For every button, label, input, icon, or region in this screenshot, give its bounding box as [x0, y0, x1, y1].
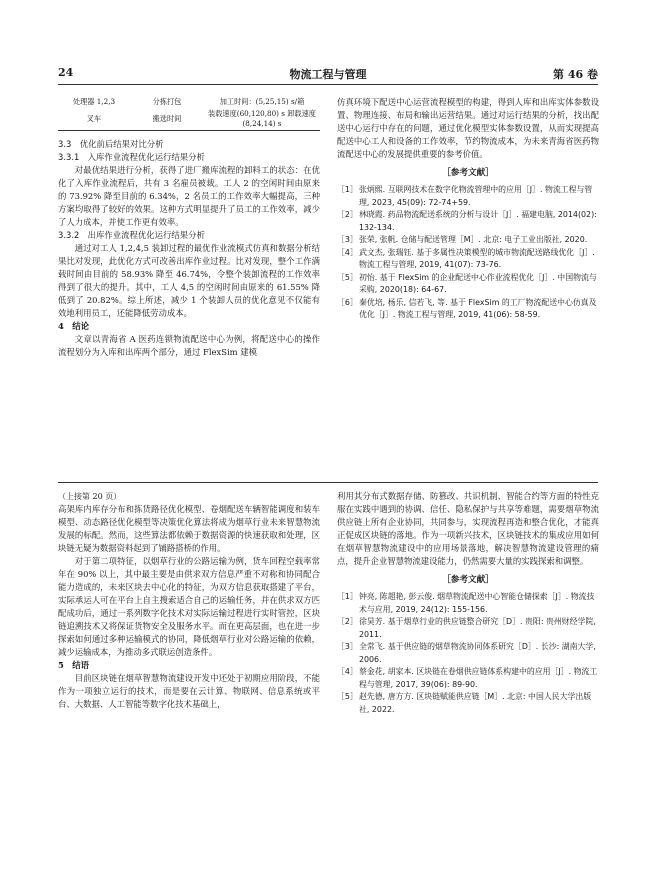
- reference-number: ［5］: [337, 272, 358, 282]
- reference-text: 钟亮, 陈超艳, 彭云俊. 烟草物流配送中心智能仓储探索［J］. 物流技术与应用, 2019, 24(12): 155-156.: [359, 592, 595, 614]
- section-heading-5: 5 结语: [58, 660, 89, 670]
- reference-text: 赵先德, 唐方方. 区块链赋能供应链［M］. 北京: 中国人民大学出版社, 2022.: [359, 692, 592, 714]
- table-cell: 分拣打包: [152, 97, 182, 106]
- section-heading-4: 4 结论: [58, 321, 89, 331]
- paragraph: 仿真环境下配送中心运营流程模型的构建，得到人库和出库实体参数设置、物理连接、布局和输出运营结果。通过对运行结果的分析，找出配送中心运行中存在的问题，通过优化模型实体参数设置，从而实现提高配送中心工人和设备的工作效率，节约物流成本，为未来青海省医药物流配送中心的发展提供重要的参考价值。: [337, 97, 599, 159]
- reference-item: [337, 247, 599, 272]
- reference-text: 张荣, 张帆. 仓储与配送管理［M］. 北京: 电子工业出版社, 2020.: [359, 235, 588, 244]
- references-title: ［参考文献］: [442, 168, 494, 178]
- reference-text: 全常飞. 基于供应链的烟草物流协同体系研究［D］. 长沙: 湖南大学, 2006.: [359, 642, 596, 664]
- top-right-column: [337, 96, 599, 322]
- paragraph: 高架库内库存分布和拣货路径优化模型、卷烟配送车辆智能调度和装车模型、动态路径优化模型等决策优化算法将成为烟草行业未来智慧物流发展的标配。然而，这些算法都依赖于数据资源的快速获取和处理，区块链无疑为数据资料起到了铺路搭桥的作用。: [58, 504, 320, 553]
- reference-number: ［3］: [337, 642, 358, 651]
- table-cell: 装载速度(60,120,80) s 卸载速度(8,24,14) s: [204, 108, 320, 131]
- reference-number: ［1］: [337, 185, 358, 194]
- reference-item: [337, 666, 599, 691]
- table-row: [58, 96, 320, 108]
- table-cell: 处理器 1,2,3: [72, 97, 116, 106]
- header-rule: [58, 84, 598, 85]
- page-number: 24: [58, 66, 74, 79]
- section-heading-3-3-1: 3.3.1 入库作业流程优化运行结果分析: [58, 152, 205, 162]
- table-cell: 叉车: [58, 108, 130, 131]
- reference-item: [337, 591, 599, 616]
- paragraph: 通过对工人 1,2,4,5 装卸过程的最优作业流模式仿真和数据分析结果比对发现，此优化方式可改善出库作业过程。比对发现，整个工作满载时间由目前的 58.93% 降至 46.74%，令整个装卸流程的工作效率得到了很大的提升。其中，工人 4,5 的空闲时间由原来的 61.55% 降低到了 20.82%。综上所述，减少 1 个装卸人员的优化意见不仅能有效地利用员工，还能降低劳动成本。: [58, 243, 320, 318]
- page-header: [58, 66, 598, 82]
- reference-item: [337, 209, 599, 234]
- reference-text: 徐昊芳. 基于烟草行业的供应链整合研究［D］. 贵阳: 贵州财经学院, 2011.: [359, 617, 596, 639]
- reference-text: 蔡金花, 胡家本. 区块链在卷烟供应链体系构建中的应用［J］. 物流工程与管理, 2017, 39(06): 89-90.: [359, 667, 598, 689]
- reference-text: 武文杰, 张瑞钰. 基于多属性决策模型的城市物流配送路线优化［J］. 物流工程与管理, 2019, 41(07): 73-76.: [359, 247, 595, 269]
- table-cell: 加工时间：(5,25,15) s/箱: [219, 97, 305, 106]
- reference-number: ［4］: [337, 667, 358, 676]
- reference-item: [337, 184, 599, 209]
- continued-note: （上接第 20 页）: [58, 492, 122, 501]
- article-separator: [58, 482, 598, 483]
- reference-number: ［1］: [337, 592, 358, 601]
- bottom-left-column: [58, 490, 320, 711]
- bottom-right-column: [337, 490, 599, 716]
- reference-number: ［5］: [337, 692, 358, 701]
- section-heading-3-3-2: 3.3.2 出库作业流程优化运行结果分析: [58, 230, 205, 240]
- paragraph: 对于第二项特征，以烟草行业的公路运输为例，货车回程空载率常年在 90% 以上，其中最主要是由供求双方信息严重不对称和协同配合能力造成的，未来区块去中心化的特征，为双方信息获取搭建了平台，实际承运人可在平台上自主搜索适合自己的运输任务，并在供求双方匹配成功后，通过一系列数字化技术对实际运输过程进行实时管控，区块链追溯技术又将保证货物安全及服务水平。而在更高层面，也在进一步探索如何通过多种运输模式的协同，降低烟草行业对公路运输的依赖，减少运输成本，为推动多式联运创造条件。: [58, 556, 320, 657]
- table-cell: 搬选时间: [130, 108, 204, 131]
- reference-number: ［3］: [337, 235, 358, 244]
- reference-number: ［2］: [337, 617, 358, 626]
- paragraph: 目前区块链在烟草智慧物流建设开发中还处于初期应用阶段，不能作为一项独立运行的技术，而是要在云计算、物联网、信息系统或平台、大数据、人工智能等数字化技术基础上，: [58, 673, 320, 709]
- parameter-table: [58, 96, 320, 131]
- top-left-column: [58, 96, 320, 359]
- paragraph: 文章以青海省 A 医药连锁物流配送中心为例，将配送中心的操作流程划分为入库和出库两个部分，通过 FlexSim 建模: [58, 334, 320, 357]
- reference-number: ［2］: [337, 210, 358, 219]
- references-title: ［参考文献］: [442, 575, 494, 585]
- journal-title: 物流工程与管理: [289, 68, 367, 81]
- volume-label: 第 46 卷: [553, 68, 598, 81]
- reference-item: [337, 234, 599, 247]
- reference-number: ［4］: [337, 247, 358, 257]
- section-heading-3-3: 3.3 优化前后结果对比分析: [58, 139, 164, 149]
- paragraph: 利用其分布式数据存储、防篡改、共识机制、智能合约等方面的特性克服在实践中遇到的协调、信任、隐私保护与共享等难题，需要烟草物流供应链上所有企业协同，共同参与，实现流程再造和整合优化，才能真正促成区块链的落地。作为一项新兴技术，区块链技术的集成应用如何在烟草智慧物流建设中的应用场景落地，解决智慧物流建设管理的痛点，提升企业智慧物流建设能力，仍然需要大量的实践探索和调整。: [337, 491, 599, 566]
- reference-text: 张炳熙. 互联网技术在数字化物流管理中的应用［J］. 物流工程与管理, 2023, 45(09): 72-74+59.: [359, 185, 593, 207]
- table-row: [58, 108, 320, 131]
- reference-text: 初怡. 基于 FlexSim 的企业配送中心作业流程优化［J］. 中国物流与采购, 2020(18): 64-67.: [359, 272, 597, 294]
- reference-text: 林晓霞. 药品物流配送系统的分析与设计［J］. 福建电脑, 2014(02): 132-134.: [359, 210, 597, 232]
- paragraph: 对最优结果进行分析，获得了进厂搬库流程的卸料工的状态：在优化了入库作业流程后，共有 3 名雇员被裁。工人 2 的空闲时间由原来的 73.92% 降至目前的 6.34%，2 名员工的工作效率大幅提高，三种方案均取得了较好的效果。这种方式明显提升了员工的工作效率，减少了人力成本，并使工作更有效率。: [58, 165, 320, 227]
- reference-item: [337, 297, 599, 322]
- reference-text: 秦优培, 杨乐, 信若飞, 等. 基于 FlexSim 的工厂物流配送中心仿真及优化［J］. 物流工程与管理, 2019, 41(06): 58-59.: [359, 297, 597, 319]
- reference-item: [337, 691, 599, 716]
- reference-item: [337, 272, 599, 297]
- reference-item: [337, 616, 599, 641]
- reference-number: ［6］: [337, 297, 358, 307]
- reference-item: [337, 641, 599, 666]
